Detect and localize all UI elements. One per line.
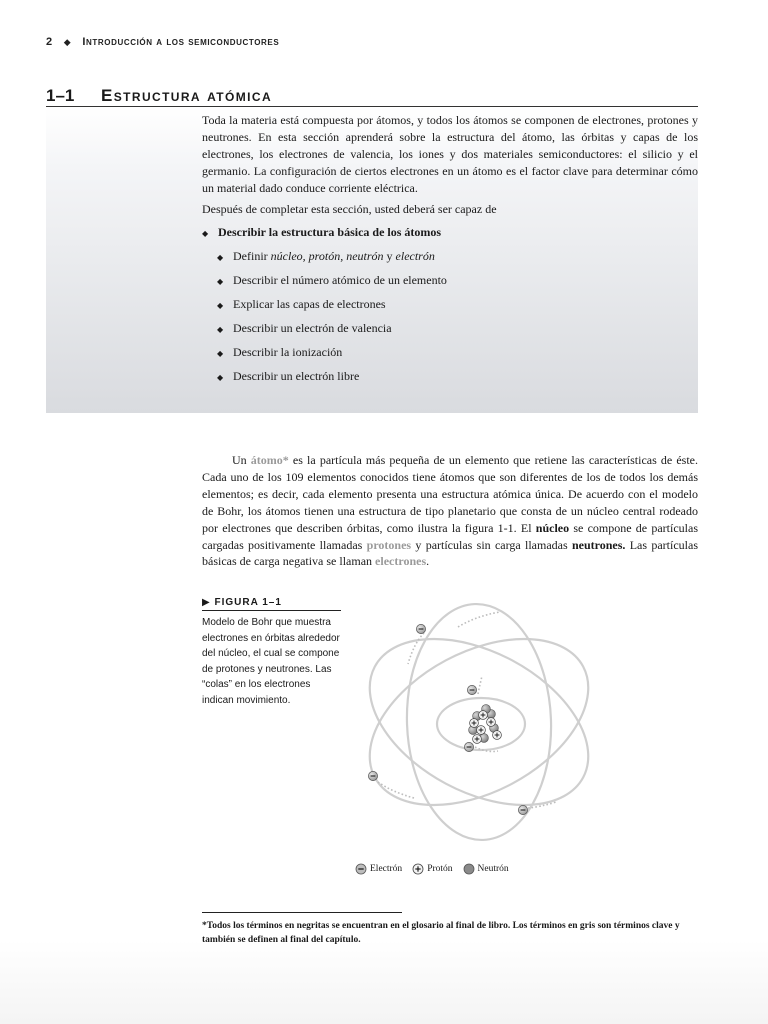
proton [479, 711, 488, 720]
body-paragraph [202, 452, 698, 570]
objectives-list [202, 224, 447, 392]
body-text-run: . [426, 554, 430, 569]
figure-legend [355, 863, 519, 875]
objective-sub-item [202, 368, 447, 392]
diamond-bullet-icon: ◆ [217, 325, 224, 334]
key-term-electrones: electrones [375, 554, 427, 569]
objectives-intro [202, 112, 698, 197]
objective-sub-label: Describir un electrón de valencia [233, 321, 392, 335]
figure-label: ▶ FIGURA 1–1 [202, 597, 282, 608]
body-text [202, 452, 698, 570]
key-term-atomo: átomo* [250, 453, 289, 467]
legend-proton [412, 863, 452, 875]
legend-proton-label: Protón [427, 864, 453, 874]
section-rule [46, 106, 698, 107]
page-bottom-shade [0, 940, 768, 1024]
glossary-term-neutrones: neutrones. [571, 537, 626, 552]
figure-rule [202, 610, 341, 611]
objective-sub-item [202, 248, 447, 272]
footnote-text: *Todos los términos en negritas se encuentran en el glosario al final de libro. Los términos en gris son términos clave y también se definen al final del capítulo. [202, 921, 680, 945]
objective-sub-terms: núcleo, protón, neutrón [270, 249, 384, 263]
diamond-bullet-icon: ◆ [63, 37, 72, 47]
legend-neutron-label: Neutrón [477, 864, 509, 874]
legend-neutron [463, 863, 509, 875]
figure-caption: Modelo de Bohr que muestra electrones en órbitas alrededor del núcleo, el cual se compone de protones y neutrones. Las “colas” en los electrones indican movimiento. [202, 617, 340, 706]
orbit-outer-1 [344, 605, 614, 839]
diamond-bullet-icon: ◆ [217, 253, 224, 262]
electron [368, 771, 377, 780]
diamond-bullet-icon: ◆ [217, 349, 224, 358]
electron-icon [355, 863, 367, 875]
diamond-bullet-icon: ◆ [202, 229, 209, 238]
diamond-bullet-icon: ◆ [217, 277, 224, 286]
objective-sub-item [202, 344, 447, 368]
legend-electron-label: Electrón [370, 864, 403, 874]
proton [493, 731, 502, 740]
orbit-outer-3 [403, 602, 555, 843]
objective-sub-label: Describir el número atómico de un elemento [233, 273, 447, 287]
objective-sub-item [202, 296, 447, 320]
objective-sub-item [202, 320, 447, 344]
body-text-run: se compone de partículas cargadas positivamente llamadas [202, 520, 698, 552]
footnote [202, 919, 698, 947]
proton-icon [412, 863, 424, 875]
objective-sub-label: Describir un electrón libre [233, 369, 360, 383]
running-head [46, 36, 279, 48]
footnote-rule [202, 912, 402, 913]
objective-sub-last: electrón [395, 249, 435, 263]
key-term-protones: protones [366, 537, 412, 552]
proton [487, 718, 496, 727]
section-number: 1–1 [46, 86, 75, 105]
body-text-run: Un [232, 453, 251, 467]
section-title: Estructura atómica [101, 86, 273, 105]
diamond-bullet-icon: ◆ [217, 301, 224, 310]
objective-main-label: Describir la estructura básica de los átomos [218, 225, 442, 239]
objective-main [202, 224, 447, 248]
electron [416, 624, 425, 633]
objective-sub-label: Explicar las capas de electrones [233, 297, 386, 311]
objective-sub-label: Describir la ionización [233, 345, 343, 359]
glossary-term-nucleo: núcleo [535, 520, 570, 535]
proton [470, 719, 479, 728]
objective-sub-item [202, 272, 447, 296]
intro-paragraph: Toda la materia está compuesta por átomos, y todos los átomos se componen de electrones, protones y neutrones. En esta sección aprenderá sobre la estructura del átomo, las órbitas y capas de los electrones, los electrones de valencia, los iones y dos materiales semiconductores: el silicio y el germanio. La configuración de ciertos electrones en un átomo es el factor clave para determinar cómo un material dado conduce corriente eléctrica. [202, 113, 698, 195]
legend-electron [355, 863, 402, 875]
electron [518, 805, 527, 814]
body-text-run: y partículas sin carga llamadas [411, 537, 572, 552]
electron [467, 685, 476, 694]
objective-sub-text: Definir [233, 249, 271, 263]
nucleus [469, 705, 502, 744]
electrons [368, 624, 527, 814]
orbits [344, 602, 614, 843]
bohr-model-diagram [344, 588, 614, 858]
electron-tail [458, 612, 500, 627]
proton [473, 735, 482, 744]
electron-tail [478, 676, 482, 694]
orbit-outer-2 [344, 605, 614, 839]
objective-sub-and: y [383, 249, 396, 263]
diamond-bullet-icon: ◆ [217, 373, 224, 382]
page-number: 2 [46, 36, 53, 48]
chapter-title: Introducción a los semiconductores [82, 36, 280, 48]
orbit-inner [437, 698, 525, 750]
body-text-run: es la partícula más pequeña de un elemento que retiene las características de éste. Cada uno de los 109 elementos conocidos tiene átomos que son diferentes de los de todos los demás elementos; es decir, cada elemento presenta una estructura atómica única. De acuerdo con el modelo de Bohr, los átomos tienen una estructura de tipo planetario que consta de un núcleo central rodeado por electrones que describen órbitas, como ilustra la figura 1-1. El [202, 453, 698, 535]
after-label: Después de completar esta sección, usted deberá ser capaz de [202, 202, 497, 216]
neutron-icon [463, 863, 475, 875]
proton [477, 726, 486, 735]
electron [464, 742, 473, 751]
body-text-run: Las partículas básicas de carga negativa se llaman [202, 537, 698, 569]
